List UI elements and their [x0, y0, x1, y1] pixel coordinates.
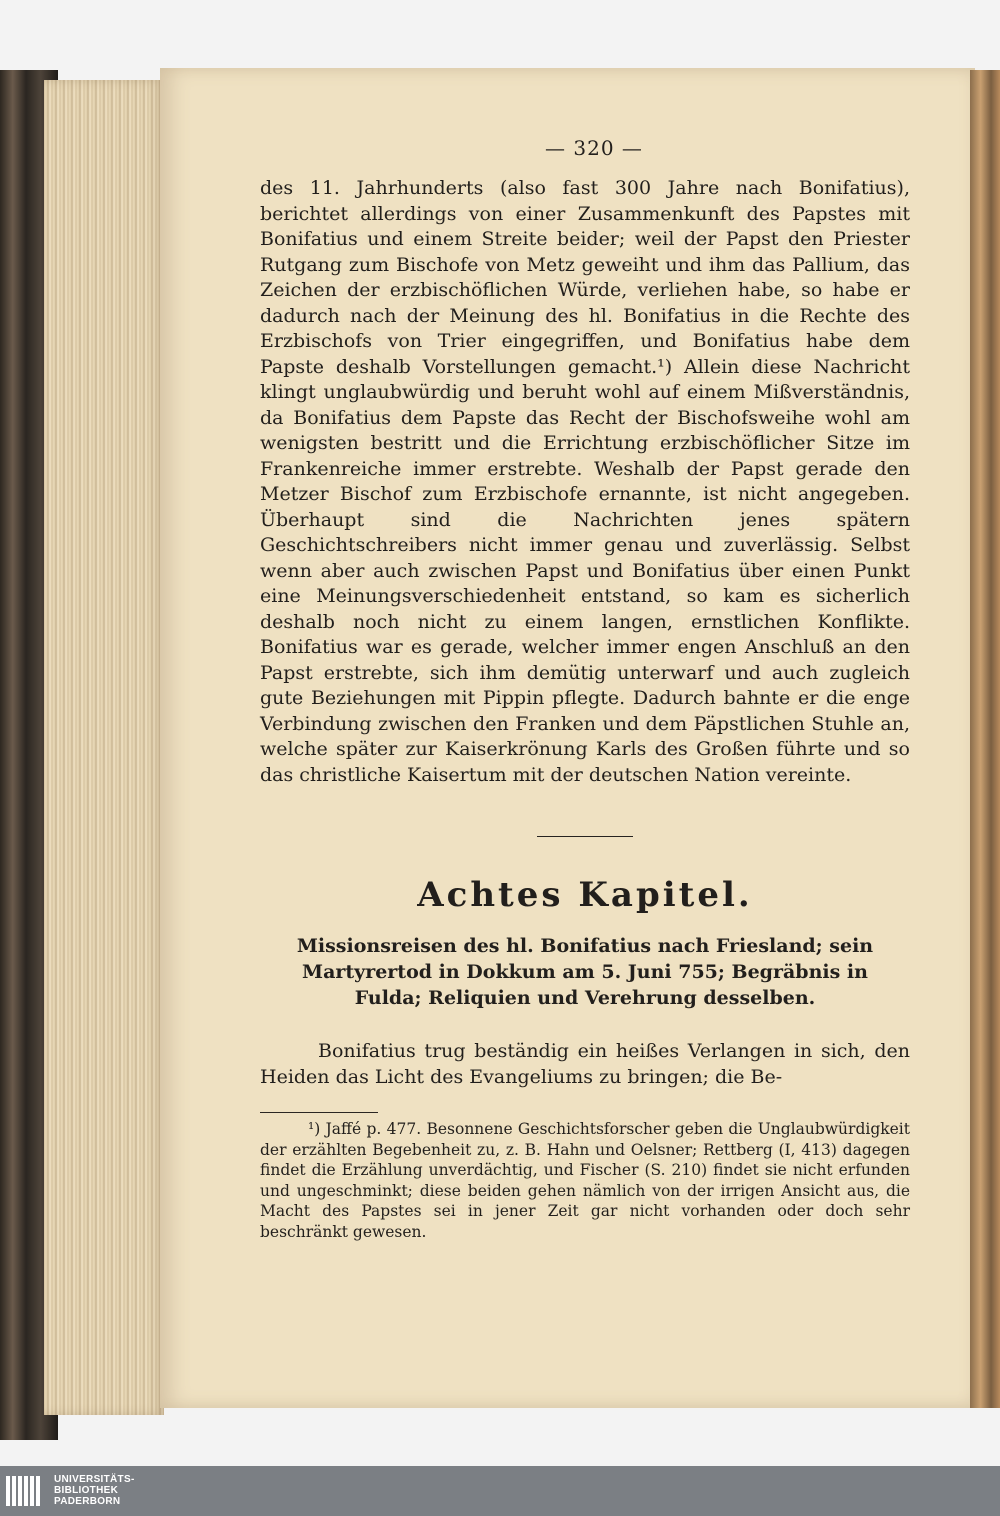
library-name-line-3: PADERBORN	[54, 1496, 121, 1507]
library-footer	[0, 1466, 1000, 1516]
main-paragraph: des 11. Jahrhunderts (also fast 300 Jahre nach Bonifatius), berichtet allerdings von einer Zusammenkunft des Papstes mit Bonifatius und einem Streite beider; weil der Papst den Priester Rutgang zum Bischofe von Metz geweiht und ihm das Pallium, das Zeichen der erzbischöflichen Würde, verliehen habe, so habe er dadurch nach der Meinung des hl. Bonifatius in die Rechte des Erzbischofs von Trier eingegriffen, und Bonifatius habe dem Papste deshalb Vorstellungen gemacht.¹) Allein diese Nachricht klingt unglaubwürdig und beruht wohl auf einem Mißverständnis, da Bonifatius dem Papste das Recht der Bischofsweihe wohl am wenigsten bestritt und die Errichtung erzbischöflicher Sitze im Frankenreiche immer erstrebte. Weshalb der Papst gerade den Metzer Bischof zum Erzbischofe ernannte, ist nicht angegeben. Überhaupt sind die Nachrichten jenes spätern Geschichtschreibers nicht immer genau und zuverlässig. Selbst wenn aber auch zwischen Papst und Bonifatius über einen Punkt eine Meinungsverschiedenheit entstand, so kam es sicherlich deshalb noch nicht zu einem langen, ernstlichen Konflikte. Bonifatius war es gerade, welcher immer engen Anschluß an den Papst erstrebte, sich ihm demütig unterwarf und auch zugleich gute Beziehungen mit Pippin pflegte. Dadurch bahnte er die enge Verbindung zwischen den Franken und dem Päpstlichen Stuhle an, welche später zur Kaiserkrönung Karls des Großen führte und so das christliche Kaisertum mit der deutschen Nation vereinte.	[260, 177, 910, 786]
page-stack	[44, 80, 164, 1415]
library-name-line-2: BIBLIOTHEK	[54, 1485, 119, 1496]
section-divider	[537, 836, 633, 837]
library-name	[54, 1474, 135, 1507]
page-number: — 320 —	[545, 136, 643, 160]
library-name-line-1: UNIVERSITÄTS-	[54, 1474, 135, 1485]
footnote: ¹) Jaffé p. 477. Besonnene Geschichtsforscher geben die Unglaubwürdigkeit der erzählten Begebenheit zu, z. B. Hahn und Oelsner; Rettberg (I, 413) dagegen findet die Erzählung unverdächtig, und Fischer (S. 210) findet sie nicht erfunden und ungeschminkt; diese beiden gehen nämlich von der irrigen Ansicht aus, die Macht des Papstes sei in jener Zeit gar nicht vorhanden oder doch sehr beschränkt gewesen.	[260, 1120, 910, 1241]
page-content	[260, 136, 910, 1242]
chapter-paragraph: Bonifatius trug beständig ein heißes Verlangen in sich, den Heiden das Licht des Evangeliums zu bringen; die Be-	[260, 1040, 910, 1088]
chapter-title: Achtes Kapitel.	[417, 875, 753, 915]
library-logo-icon	[6, 1476, 44, 1506]
footnote-rule	[260, 1112, 378, 1113]
chapter-summary: Missionsreisen des hl. Bonifatius nach Friesland; sein Martyrertod in Dokkum am 5. Juni 755; Begräbnis in Fulda; Reliquien und Verehrung desselben.	[296, 935, 874, 1009]
adjacent-page-edge	[970, 70, 1000, 1408]
book-page	[160, 68, 975, 1408]
